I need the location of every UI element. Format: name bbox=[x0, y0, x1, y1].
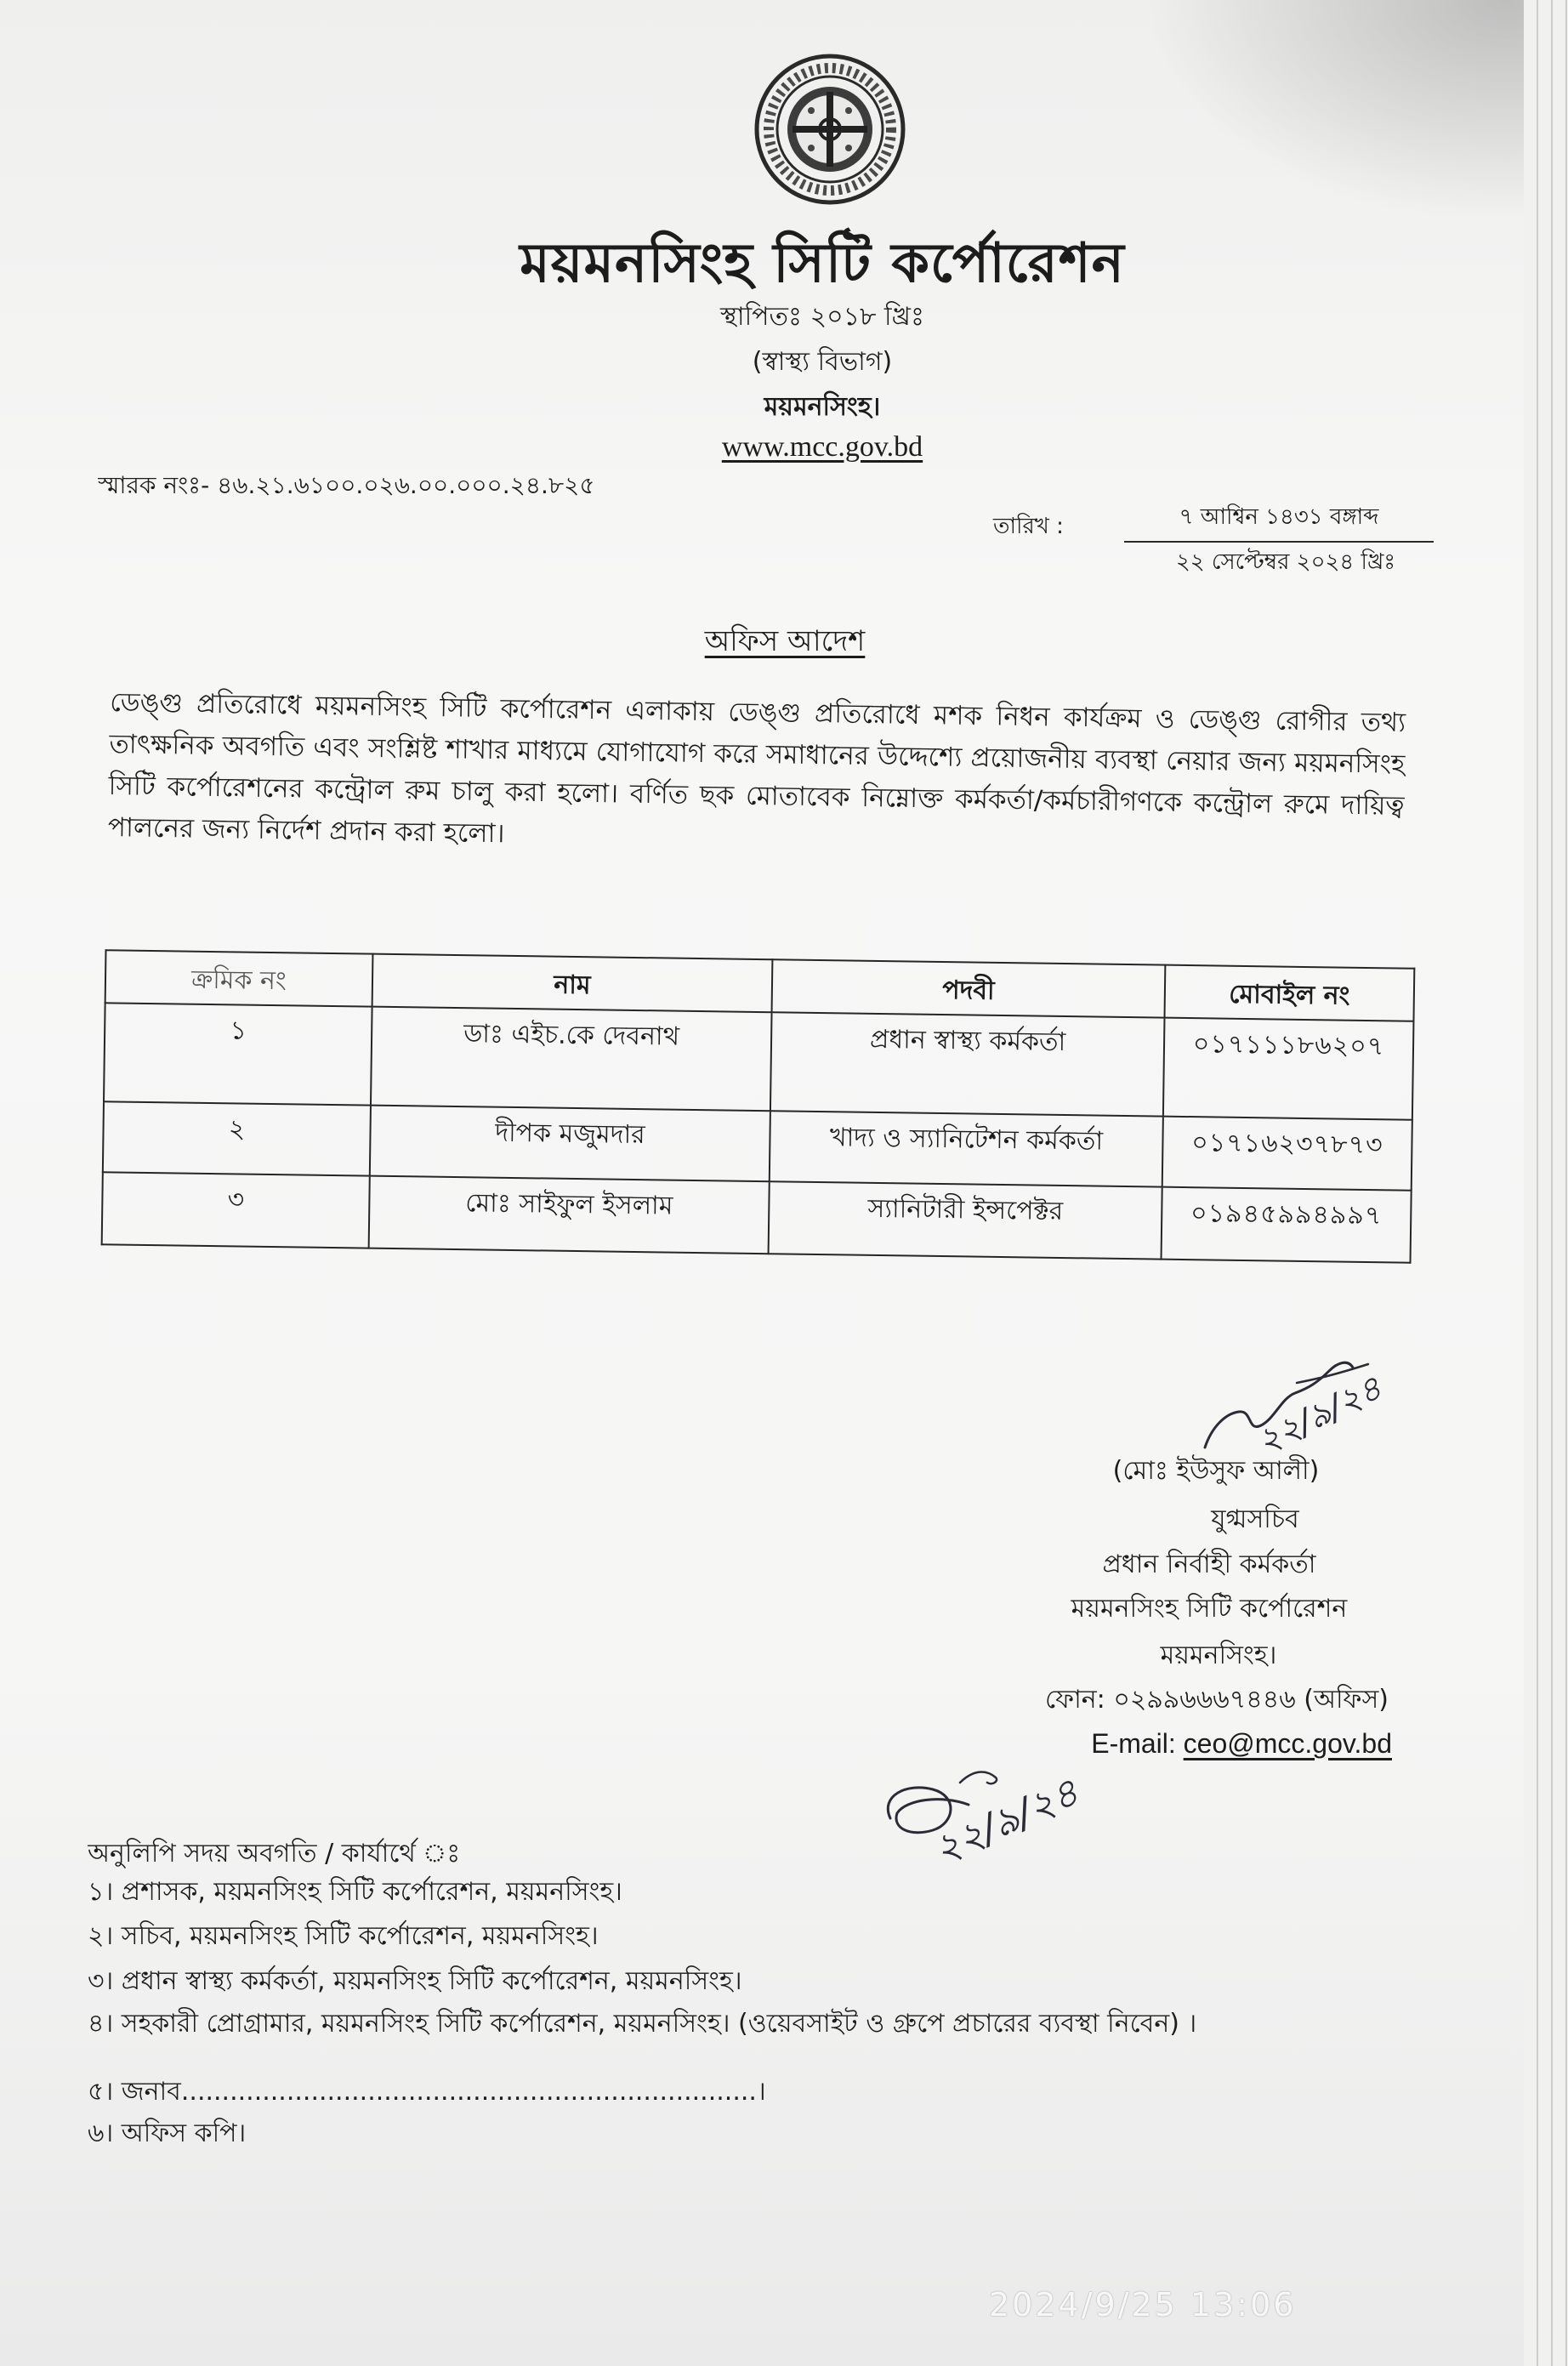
signature-date: ২২/৯/২৪ bbox=[1251, 1368, 1389, 1462]
date-bangla: ৭ আশ্বিন ১৪৩১ বঙ্গাব্দ bbox=[1179, 504, 1379, 530]
signatory-name: (মোঃ ইউসুফ আলী) bbox=[1112, 1456, 1320, 1486]
city-line: ময়মনসিংহ। bbox=[764, 392, 881, 422]
copies-item: ৪। সহকারী প্রোগ্রামার, ময়মনসিংহ সিটি কর্পোরেশন, ময়মনসিংহ। (ওয়েবসাইট ও গ্রুপে প্রচারের ব্যবস্থা নিবেন) । bbox=[88, 2009, 1197, 2039]
email-address: ceo@mcc.gov.bd bbox=[1183, 1728, 1392, 1759]
copies-item: ৫। জনাব.......................................................................। bbox=[88, 2077, 766, 2107]
signatory-position: প্রধান নির্বাহী কর্মকর্তা bbox=[1102, 1550, 1316, 1579]
date-divider bbox=[1124, 541, 1434, 543]
copies-item: ২। সচিব, ময়মনসিংহ সিটি কর্পোরেশন, ময়মনসিংহ। bbox=[88, 1921, 599, 1951]
row-mobile: ০১৯৪৫৯৯৪৯৯৭ bbox=[1162, 1187, 1412, 1263]
row-designation: প্রধান স্বাস্থ্য কর্মকর্তা bbox=[770, 1012, 1165, 1116]
header-designation: পদবী bbox=[772, 959, 1166, 1017]
memo-number: স্মারক নংঃ- ৪৬.২১.৬১০০.০২৬.০০.০০০.২৪.৮২৫ bbox=[98, 471, 595, 499]
established-line: স্থাপিতঃ ২০১৮ খ্রিঃ bbox=[720, 302, 924, 332]
row-serial: ১ bbox=[104, 1003, 372, 1105]
row-serial: ২ bbox=[103, 1101, 371, 1175]
signatory-city: ময়মনসিংহ। bbox=[1160, 1641, 1277, 1670]
photo-timestamp: 2024/9/25 13:06 bbox=[989, 2286, 1297, 2323]
row-designation: স্যানিটারী ইন্সপেক্টর bbox=[769, 1181, 1162, 1259]
row-name: ডাঃ এইচ.কে দেবনাথ bbox=[371, 1007, 772, 1112]
countersignature bbox=[872, 1735, 1118, 1880]
signatory-phone: ফোন: ০২৯৯৬৬৬৭৪৪৬ (অফিস) bbox=[1044, 1685, 1389, 1715]
date-label: তারিখ : bbox=[993, 514, 1064, 539]
header-name: নাম bbox=[372, 954, 773, 1013]
row-name: মোঃ সাইফুল ইসলাম bbox=[369, 1176, 770, 1254]
copies-item: ১। প্রশাসক, ময়মনসিংহ সিটি কর্পোরেশন, ময়মনসিংহ। bbox=[88, 1877, 622, 1907]
email-label: E-mail: bbox=[1091, 1728, 1176, 1759]
signatory-rank: যুগ্মসচিব bbox=[1211, 1504, 1299, 1534]
row-mobile: ০১৭১১১৮৬২০৭ bbox=[1163, 1018, 1414, 1120]
header-serial: ক্রমিক নং bbox=[105, 950, 373, 1006]
order-body-paragraph: ডেঙ্গু প্রতিরোধে ময়মনসিংহ সিটি কর্পোরেশন এলাকায় ডেঙ্গু প্রতিরোধে মশক নিধন কার্যক্রম ও ডেঙ্গু রোগীর তথ্য তাৎক্ষনিক অবগতি এবং সংশ্লিষ্ট শাখার মাধ্যমে যোগাযোগ করে সমাধানের উদ্দেশ্যে প্রয়োজনীয় ব্যবস্থা নেয়ার জন্য ময়মনসিংহ সিটি কর্পোরেশনের কন্ট্রোল রুম চালু করা হলো। বর্ণিত ছক মোতাবেক নিম্নোক্ত কর্মকর্তা/কর্মচারীগণকে কন্ট্রোল রুমে দায়িত্ব পালনের জন্য নির্দেশ প্রদান করা হলো। bbox=[107, 687, 1406, 850]
row-designation: খাদ্য ও স্যানিটেশন কর্মকর্তা bbox=[770, 1111, 1163, 1186]
organization-title: ময়মনসিংহ সিটি কর্পোরেশন bbox=[520, 232, 1125, 295]
signature-flourish bbox=[960, 1772, 997, 1783]
paper-stack-edge bbox=[1524, 0, 1568, 2366]
duty-roster-table bbox=[101, 949, 1416, 1263]
copies-item: ৩। প্রধান স্বাস্থ্য কর্মকর্তা, ময়মনসিংহ সিটি কর্পোরেশন, ময়মনসিংহ। bbox=[88, 1966, 742, 1996]
department-line: (স্বাস্থ্য বিভাগ) bbox=[752, 347, 893, 377]
row-serial: ৩ bbox=[102, 1172, 370, 1248]
seal-emblem bbox=[787, 87, 872, 172]
website: www.mcc.gov.bd bbox=[721, 431, 923, 463]
signatory-email-line bbox=[1091, 1726, 1392, 1762]
date-gregorian: ২২ সেপ্টেম্বর ২০২৪ খ্রিঃ bbox=[1175, 549, 1396, 575]
copies-heading: অনুলিপি সদয় অবগতি / কার্যার্থে ঃ bbox=[88, 1839, 461, 1868]
row-mobile: ০১৭১৬২৩৭৮৭৩ bbox=[1162, 1117, 1412, 1191]
row-name: দীপক মজুমদার bbox=[370, 1106, 770, 1182]
order-title: অফিস আদেশ bbox=[704, 624, 866, 658]
table-row bbox=[104, 1003, 1413, 1119]
copies-item: ৬। অফিস কপি। bbox=[88, 2119, 247, 2148]
header-mobile: মোবাইল নং bbox=[1165, 965, 1415, 1021]
signatory-organization: ময়মনসিংহ সিটি কর্পোরেশন bbox=[1071, 1594, 1348, 1624]
corporation-seal-logo bbox=[752, 51, 908, 208]
signature-date: ২২/৯/২৪ bbox=[926, 1768, 1086, 1874]
